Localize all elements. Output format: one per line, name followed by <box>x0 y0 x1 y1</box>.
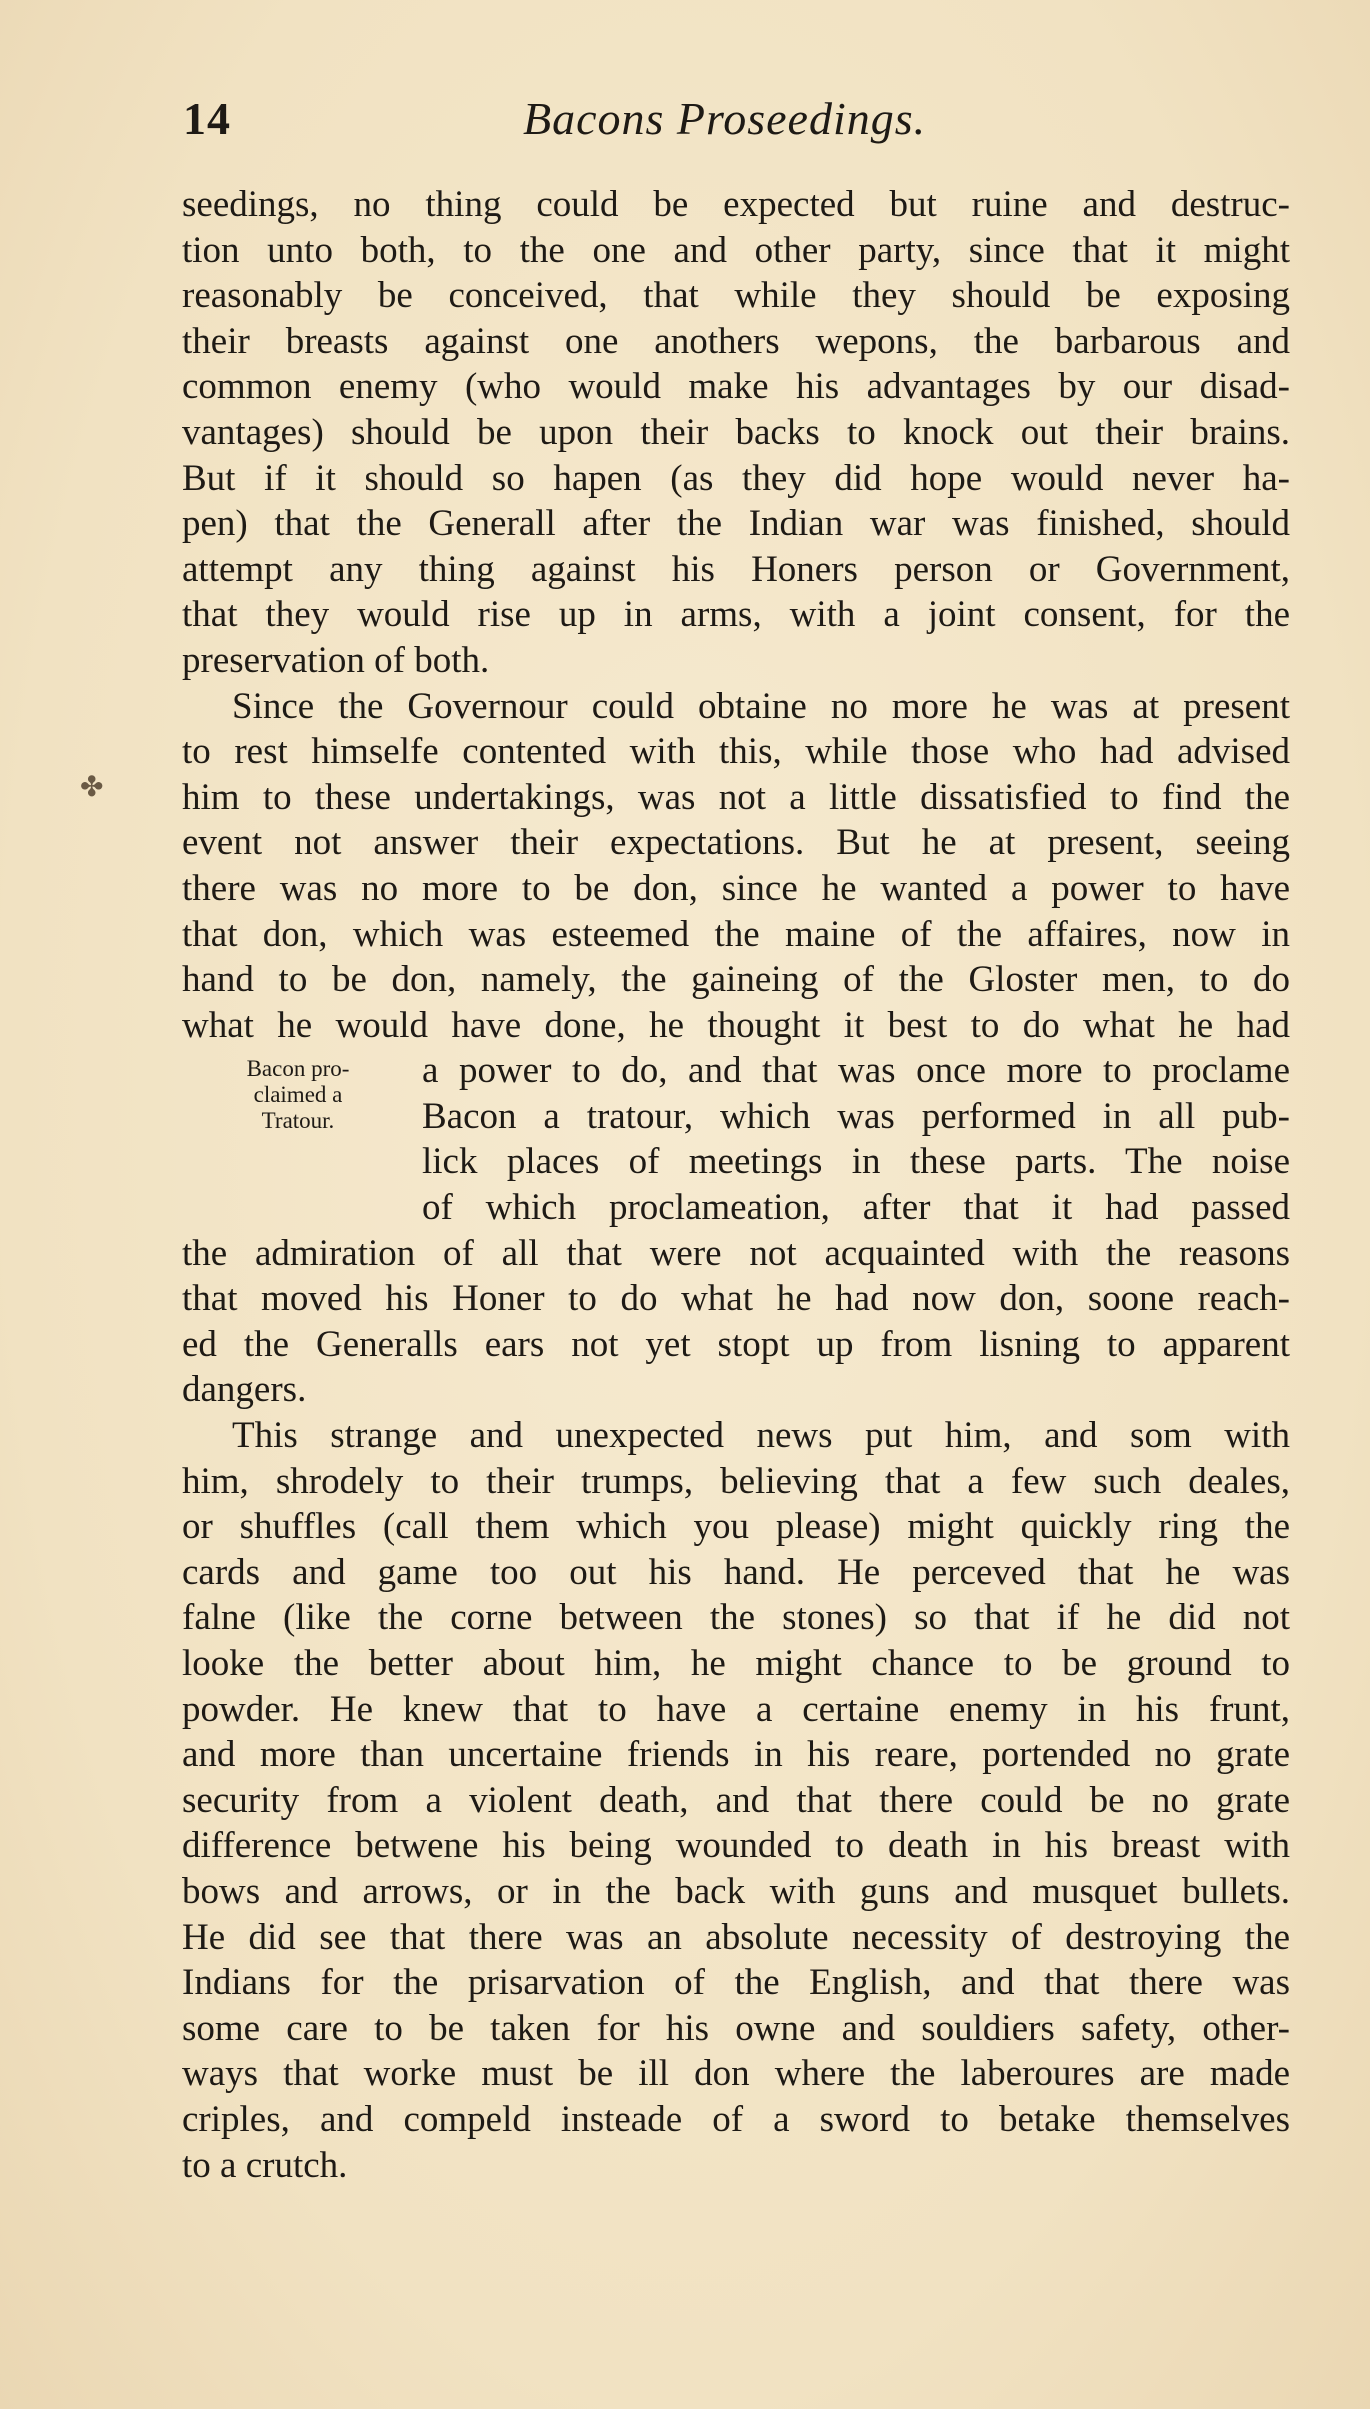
page-header <box>183 92 1290 152</box>
text-line: event not answer their expectations. But he at present, seeing <box>182 822 1290 864</box>
text-line: hand to be don, namely, the gaineing of the Gloster men, to do <box>182 959 1290 1001</box>
text-line: that don, which was esteemed the maine of the affaires, now in <box>182 913 1290 955</box>
text-line: to rest himselfe contented with this, while those who had advised <box>182 731 1290 773</box>
margin-note-line: Bacon pro- <box>246 1056 350 1081</box>
text-line: of which proclameation, after that it had passed <box>422 1187 1290 1229</box>
paragraph-3 <box>182 1413 1290 2188</box>
text-line: bows and arrows, or in the back with guns and musquet bullets. <box>182 1870 1290 1912</box>
text-line: security from a violent death, and that there could be no grate <box>182 1779 1290 1821</box>
text-line: preservation of both. <box>182 639 490 681</box>
text-line: lick places of meetings in these parts. The noise <box>422 1141 1290 1183</box>
paragraph-2 <box>182 684 1290 1414</box>
text-line: vantages) should be upon their backs to knock out their brains. <box>182 411 1290 453</box>
text-line: difference betwene his being wounded to death in his breast with <box>182 1825 1290 1867</box>
text-line: dangers. <box>182 1369 307 1411</box>
text-line: a power to do, and that was once more to proclame <box>422 1050 1290 1092</box>
text-line: Indians for the prisarvation of the English, and that there was <box>182 1962 1290 2004</box>
text-line: that moved his Honer to do what he had now don, soone reach- <box>182 1278 1290 1320</box>
body-text <box>182 182 1290 2188</box>
text-line: tion unto both, to the one and other party, since that it might <box>182 229 1290 271</box>
text-line: Bacon a tratour, which was performed in all pub- <box>422 1095 1290 1137</box>
text-line: him to these undertakings, was not a little dissatisfied to find the <box>182 776 1290 818</box>
text-line: Since the Governour could obtaine no more he was at present <box>232 685 1290 727</box>
stray-mark-icon: ✤ <box>80 772 104 803</box>
text-line: ed the Generalls ears not yet stopt up from lisning to apparent <box>182 1323 1290 1365</box>
text-line: that they would rise up in arms, with a joint consent, for the <box>182 594 1290 636</box>
text-line: their breasts against one anothers wepons, the barbarous and <box>182 320 1290 362</box>
text-line: seedings, no thing could be expected but ruine and destruc- <box>182 184 1290 225</box>
text-line: what he would have done, he thought it best to do what he had <box>182 1004 1290 1046</box>
text-line: But if it should so hapen (as they did hope would never ha- <box>182 457 1290 499</box>
text-line: ways that worke must be ill don where the laberoures are made <box>182 2053 1290 2095</box>
page-number: 14 <box>183 93 231 144</box>
text-line: This strange and unexpected news put him, and som with <box>232 1415 1290 1457</box>
running-title: Bacons Proseedings. <box>523 93 927 144</box>
text-line: some care to be taken for his owne and souldiers safety, other- <box>182 2007 1290 2049</box>
text-line: attempt any thing against his Honers person or Government, <box>182 548 1290 590</box>
margin-note-line: claimed a <box>253 1082 343 1107</box>
text-line: there was no more to be don, since he wanted a power to have <box>182 867 1290 909</box>
text-line: reasonably be conceived, that while they should be exposing <box>182 275 1290 317</box>
text-line: him, shrodely to their trumps, believing that a few such deales, <box>182 1460 1290 1502</box>
text-line: and more than uncertaine friends in his reare, portended no grate <box>182 1734 1290 1776</box>
paragraph-1 <box>182 182 1290 684</box>
margin-note-line: Tratour. <box>261 1108 335 1133</box>
text-line: to a crutch. <box>182 2144 348 2186</box>
text-line: pen) that the Generall after the Indian war was finished, should <box>182 503 1290 545</box>
text-line: common enemy (who would make his advantages by our disad- <box>182 366 1290 408</box>
text-line: powder. He knew that to have a certaine enemy in his frunt, <box>182 1688 1290 1730</box>
text-line: the admiration of all that were not acquainted with the reasons <box>182 1232 1290 1274</box>
text-line: cards and game too out his hand. He perceved that he was <box>182 1551 1290 1593</box>
text-line: criples, and compeld insteade of a sword to betake themselves <box>182 2098 1290 2140</box>
text-line: He did see that there was an absolute necessity of destroying the <box>182 1916 1290 1958</box>
text-line: looke the better about him, he might chance to be ground to <box>182 1643 1290 1684</box>
text-line: falne (like the corne between the stones) so that if he did not <box>182 1597 1290 1639</box>
text-line: or shuffles (call them which you please) might quickly ring the <box>182 1506 1290 1548</box>
